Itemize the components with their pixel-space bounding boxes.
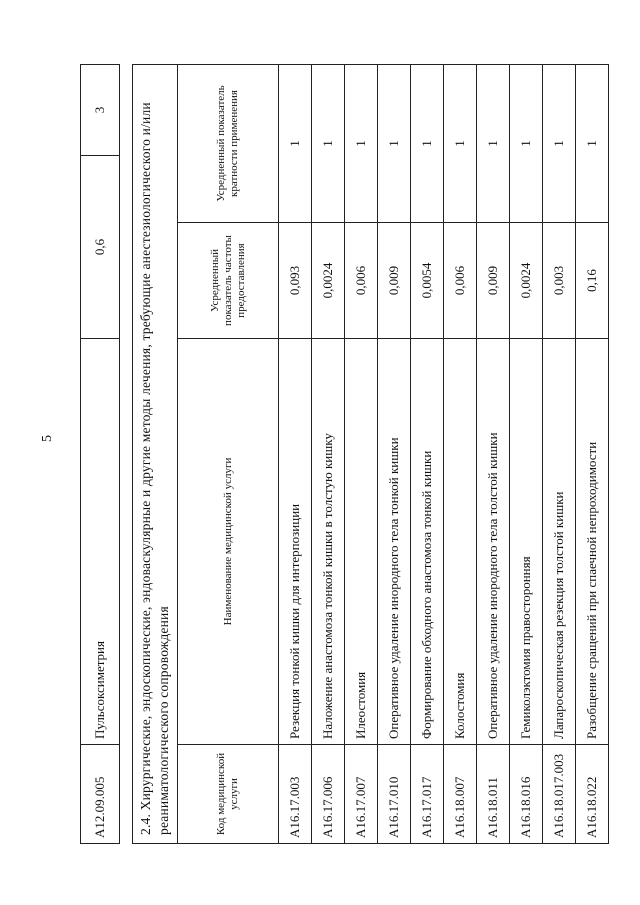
service-name: Колостомия — [444, 339, 477, 745]
service-code: A16.18.022 — [576, 745, 609, 844]
frequency-value: 0,0054 — [411, 223, 444, 339]
table-row — [510, 65, 543, 844]
multiplicity-value: 1 — [444, 65, 477, 223]
multiplicity-value: 1 — [279, 65, 312, 223]
section-title: 2.4. Хирургические, эндоскопические, эндоваскулярные и другие методы лечения, требующие анестезиологического и/или реаниматологического сопровождения — [132, 64, 177, 844]
frequency-value: 0,16 — [576, 223, 609, 339]
table-row — [543, 65, 576, 844]
multiplicity-value: 1 — [378, 65, 411, 223]
frequency-value: 0,009 — [378, 223, 411, 339]
service-code: A16.18.007 — [444, 745, 477, 844]
frequency-value: 0,0024 — [312, 223, 345, 339]
frequency-value: 0,6 — [81, 156, 120, 339]
multiplicity-value: 1 — [312, 65, 345, 223]
header-multiplicity: Усредненный показатель кратности применения — [178, 65, 279, 223]
service-name: Илеостомия — [345, 339, 378, 745]
multiplicity-value: 1 — [510, 65, 543, 223]
table-row — [378, 65, 411, 844]
header-code: Код медицинской услуги — [178, 745, 279, 844]
service-code: A16.17.007 — [345, 745, 378, 844]
rotated-document-sheet — [80, 64, 600, 844]
previous-section-table — [80, 64, 120, 844]
service-name: Разобщение сращений при спаечной непроходимости — [576, 339, 609, 745]
table-row — [279, 65, 312, 844]
service-name: Пульсоксиметрия — [81, 339, 120, 745]
table-header-row — [178, 65, 279, 844]
service-name: Гемиколэктомия правосторонняя — [510, 339, 543, 745]
service-code: A16.18.011 — [477, 745, 510, 844]
service-code: A16.17.010 — [378, 745, 411, 844]
header-frequency: Усредненный показатель частоты предоставления — [178, 223, 279, 339]
table-row — [345, 65, 378, 844]
table-row — [576, 65, 609, 844]
service-name: Формирование обходного анастомоза тонкой кишки — [411, 339, 444, 745]
multiplicity-value: 1 — [411, 65, 444, 223]
table-row — [312, 65, 345, 844]
services-table — [177, 64, 609, 844]
frequency-value: 0,006 — [444, 223, 477, 339]
frequency-value: 0,093 — [279, 223, 312, 339]
frequency-value: 0,0024 — [510, 223, 543, 339]
service-name: Оперативное удаление инородного тела тонкой кишки — [378, 339, 411, 745]
multiplicity-value: 3 — [81, 65, 120, 156]
service-name: Резекция тонкой кишки для интерпозиции — [279, 339, 312, 745]
service-code: A16.18.016 — [510, 745, 543, 844]
header-name: Наименование медицинской услуги — [178, 339, 279, 745]
service-name: Оперативное удаление инородного тела толстой кишки — [477, 339, 510, 745]
service-name: Лапароскопическая резекция толстой кишки — [543, 339, 576, 745]
page-number: 5 — [40, 435, 55, 442]
table-row — [477, 65, 510, 844]
table-row — [411, 65, 444, 844]
service-code: A16.18.017.003 — [543, 745, 576, 844]
multiplicity-value: 1 — [543, 65, 576, 223]
frequency-value: 0,006 — [345, 223, 378, 339]
service-code: A16.17.017 — [411, 745, 444, 844]
table-row — [81, 65, 120, 844]
frequency-value: 0,003 — [543, 223, 576, 339]
service-code: A16.17.003 — [279, 745, 312, 844]
multiplicity-value: 1 — [477, 65, 510, 223]
service-name: Наложение анастомоза тонкой кишки в толстую кишку — [312, 339, 345, 745]
frequency-value: 0,009 — [477, 223, 510, 339]
multiplicity-value: 1 — [576, 65, 609, 223]
multiplicity-value: 1 — [345, 65, 378, 223]
service-code: A16.17.006 — [312, 745, 345, 844]
table-row — [444, 65, 477, 844]
service-code: A12.09.005 — [81, 745, 120, 844]
